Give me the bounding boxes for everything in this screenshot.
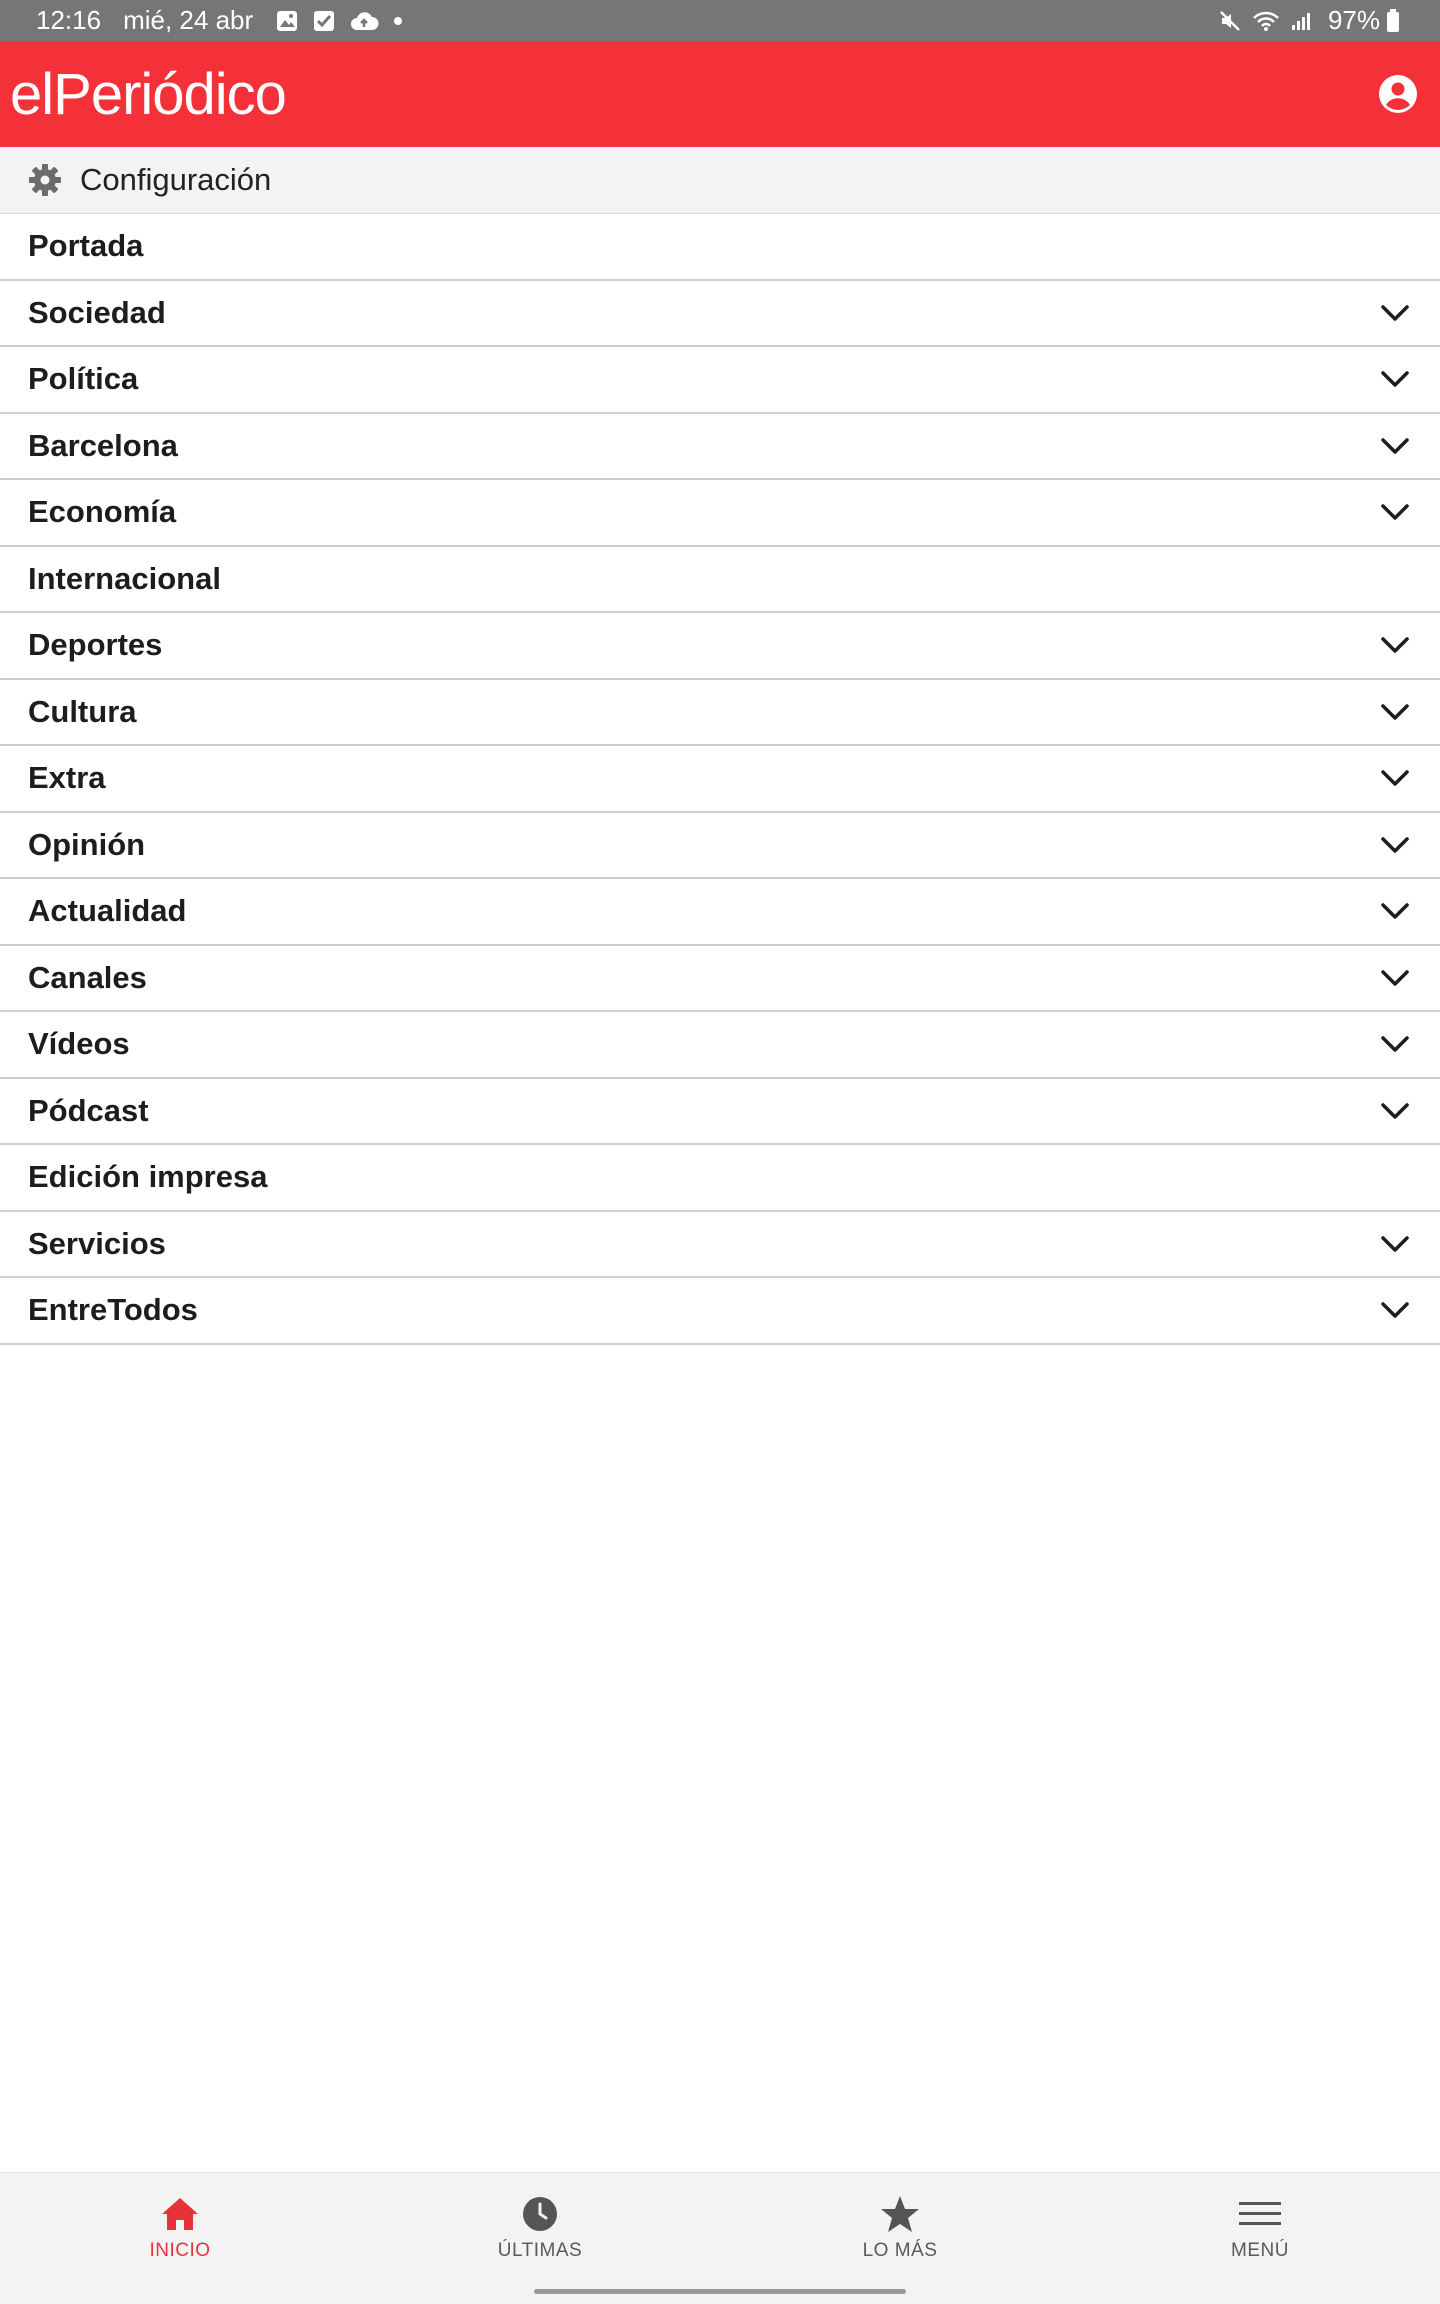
menu-item-extra[interactable] <box>0 746 1440 813</box>
nav-item-ultimas[interactable] <box>360 2173 720 2273</box>
site-logo[interactable]: elPeriódico <box>10 61 286 127</box>
menu-item-edicion-impresa[interactable] <box>0 1145 1440 1212</box>
user-account-icon[interactable] <box>1376 72 1420 116</box>
menu-item-deportes[interactable] <box>0 613 1440 680</box>
nav-item-inicio[interactable] <box>0 2173 360 2273</box>
chevron-down-icon[interactable] <box>1378 296 1412 330</box>
menu-item-sociedad[interactable] <box>0 281 1440 348</box>
gear-icon <box>28 163 62 197</box>
menu-item-label: Vídeos <box>28 1026 130 1062</box>
menu-item-barcelona[interactable] <box>0 414 1440 481</box>
status-bar-right <box>1218 5 1410 36</box>
menu-item-label: Servicios <box>28 1225 166 1261</box>
chevron-down-icon[interactable] <box>1378 894 1412 928</box>
menu-item-label: Economía <box>28 494 177 530</box>
battery-icon <box>1386 9 1400 33</box>
menu-item-label: Cultura <box>28 693 137 729</box>
menu-item-label: Sociedad <box>28 294 166 330</box>
menu-item-label: Política <box>28 361 139 397</box>
menu-item-videos[interactable] <box>0 1012 1440 1079</box>
settings-row[interactable] <box>0 147 1440 214</box>
settings-label: Configuración <box>80 162 272 197</box>
menu-item-label: Actualidad <box>28 893 187 929</box>
app-header <box>0 41 1440 147</box>
nav-label: LO MÁS <box>862 2240 938 2261</box>
clock-icon <box>522 2194 558 2234</box>
menu-item-internacional[interactable] <box>0 547 1440 614</box>
chevron-down-icon[interactable] <box>1378 362 1412 396</box>
chevron-down-icon[interactable] <box>1378 1227 1412 1261</box>
chevron-down-icon[interactable] <box>1378 828 1412 862</box>
nav-item-menu[interactable] <box>1080 2173 1440 2273</box>
menu-item-podcast[interactable] <box>0 1079 1440 1146</box>
status-time: 12:16 <box>36 5 102 35</box>
section-menu-list <box>0 214 1440 1345</box>
menu-item-canales[interactable] <box>0 946 1440 1013</box>
signal-icon <box>1290 10 1312 32</box>
menu-item-label: Barcelona <box>28 427 178 463</box>
menu-item-economia[interactable] <box>0 480 1440 547</box>
menu-item-label: Deportes <box>28 627 163 663</box>
hamburger-icon <box>1239 2194 1281 2234</box>
more-notifications-dot-icon <box>393 16 403 26</box>
chevron-down-icon[interactable] <box>1378 695 1412 729</box>
nav-label: INICIO <box>149 2240 211 2261</box>
chevron-down-icon[interactable] <box>1378 495 1412 529</box>
menu-item-label: Canales <box>28 959 147 995</box>
menu-item-servicios[interactable] <box>0 1212 1440 1279</box>
menu-item-label: Portada <box>28 228 144 264</box>
menu-item-label: EntreTodos <box>28 1292 198 1328</box>
nav-label: ÚLTIMAS <box>497 2240 583 2261</box>
nav-item-lo-mas[interactable] <box>720 2173 1080 2273</box>
bottom-nav-items <box>0 2173 1440 2273</box>
menu-item-entretodos[interactable] <box>0 1278 1440 1345</box>
menu-item-portada[interactable] <box>0 214 1440 281</box>
gallery-notification-icon <box>275 9 299 33</box>
menu-item-label: Edición impresa <box>28 1159 268 1195</box>
menu-item-label: Opinión <box>28 826 146 862</box>
nav-label: MENÚ <box>1231 2240 1289 2261</box>
wifi-icon <box>1252 10 1280 32</box>
menu-item-label: Extra <box>28 760 106 796</box>
battery-percentage: 97% <box>1327 5 1380 35</box>
gesture-home-indicator[interactable] <box>534 2289 906 2294</box>
status-bar <box>0 0 1440 41</box>
menu-item-label: Internacional <box>28 560 221 596</box>
status-bar-left <box>36 5 417 36</box>
check-notification-icon <box>313 10 335 32</box>
chevron-down-icon[interactable] <box>1378 1293 1412 1327</box>
menu-item-label: Pódcast <box>28 1092 149 1128</box>
chevron-down-icon[interactable] <box>1378 961 1412 995</box>
star-icon <box>880 2194 920 2234</box>
chevron-down-icon[interactable] <box>1378 1094 1412 1128</box>
menu-item-actualidad[interactable] <box>0 879 1440 946</box>
status-date: mié, 24 abr <box>123 5 254 35</box>
menu-item-cultura[interactable] <box>0 680 1440 747</box>
mute-icon <box>1218 9 1242 33</box>
chevron-down-icon[interactable] <box>1378 761 1412 795</box>
chevron-down-icon[interactable] <box>1378 1027 1412 1061</box>
cloud-upload-icon <box>349 10 379 32</box>
home-icon <box>160 2194 200 2234</box>
bottom-navigation <box>0 2172 1440 2304</box>
menu-item-opinion[interactable] <box>0 813 1440 880</box>
menu-item-politica[interactable] <box>0 347 1440 414</box>
chevron-down-icon[interactable] <box>1378 628 1412 662</box>
chevron-down-icon[interactable] <box>1378 429 1412 463</box>
